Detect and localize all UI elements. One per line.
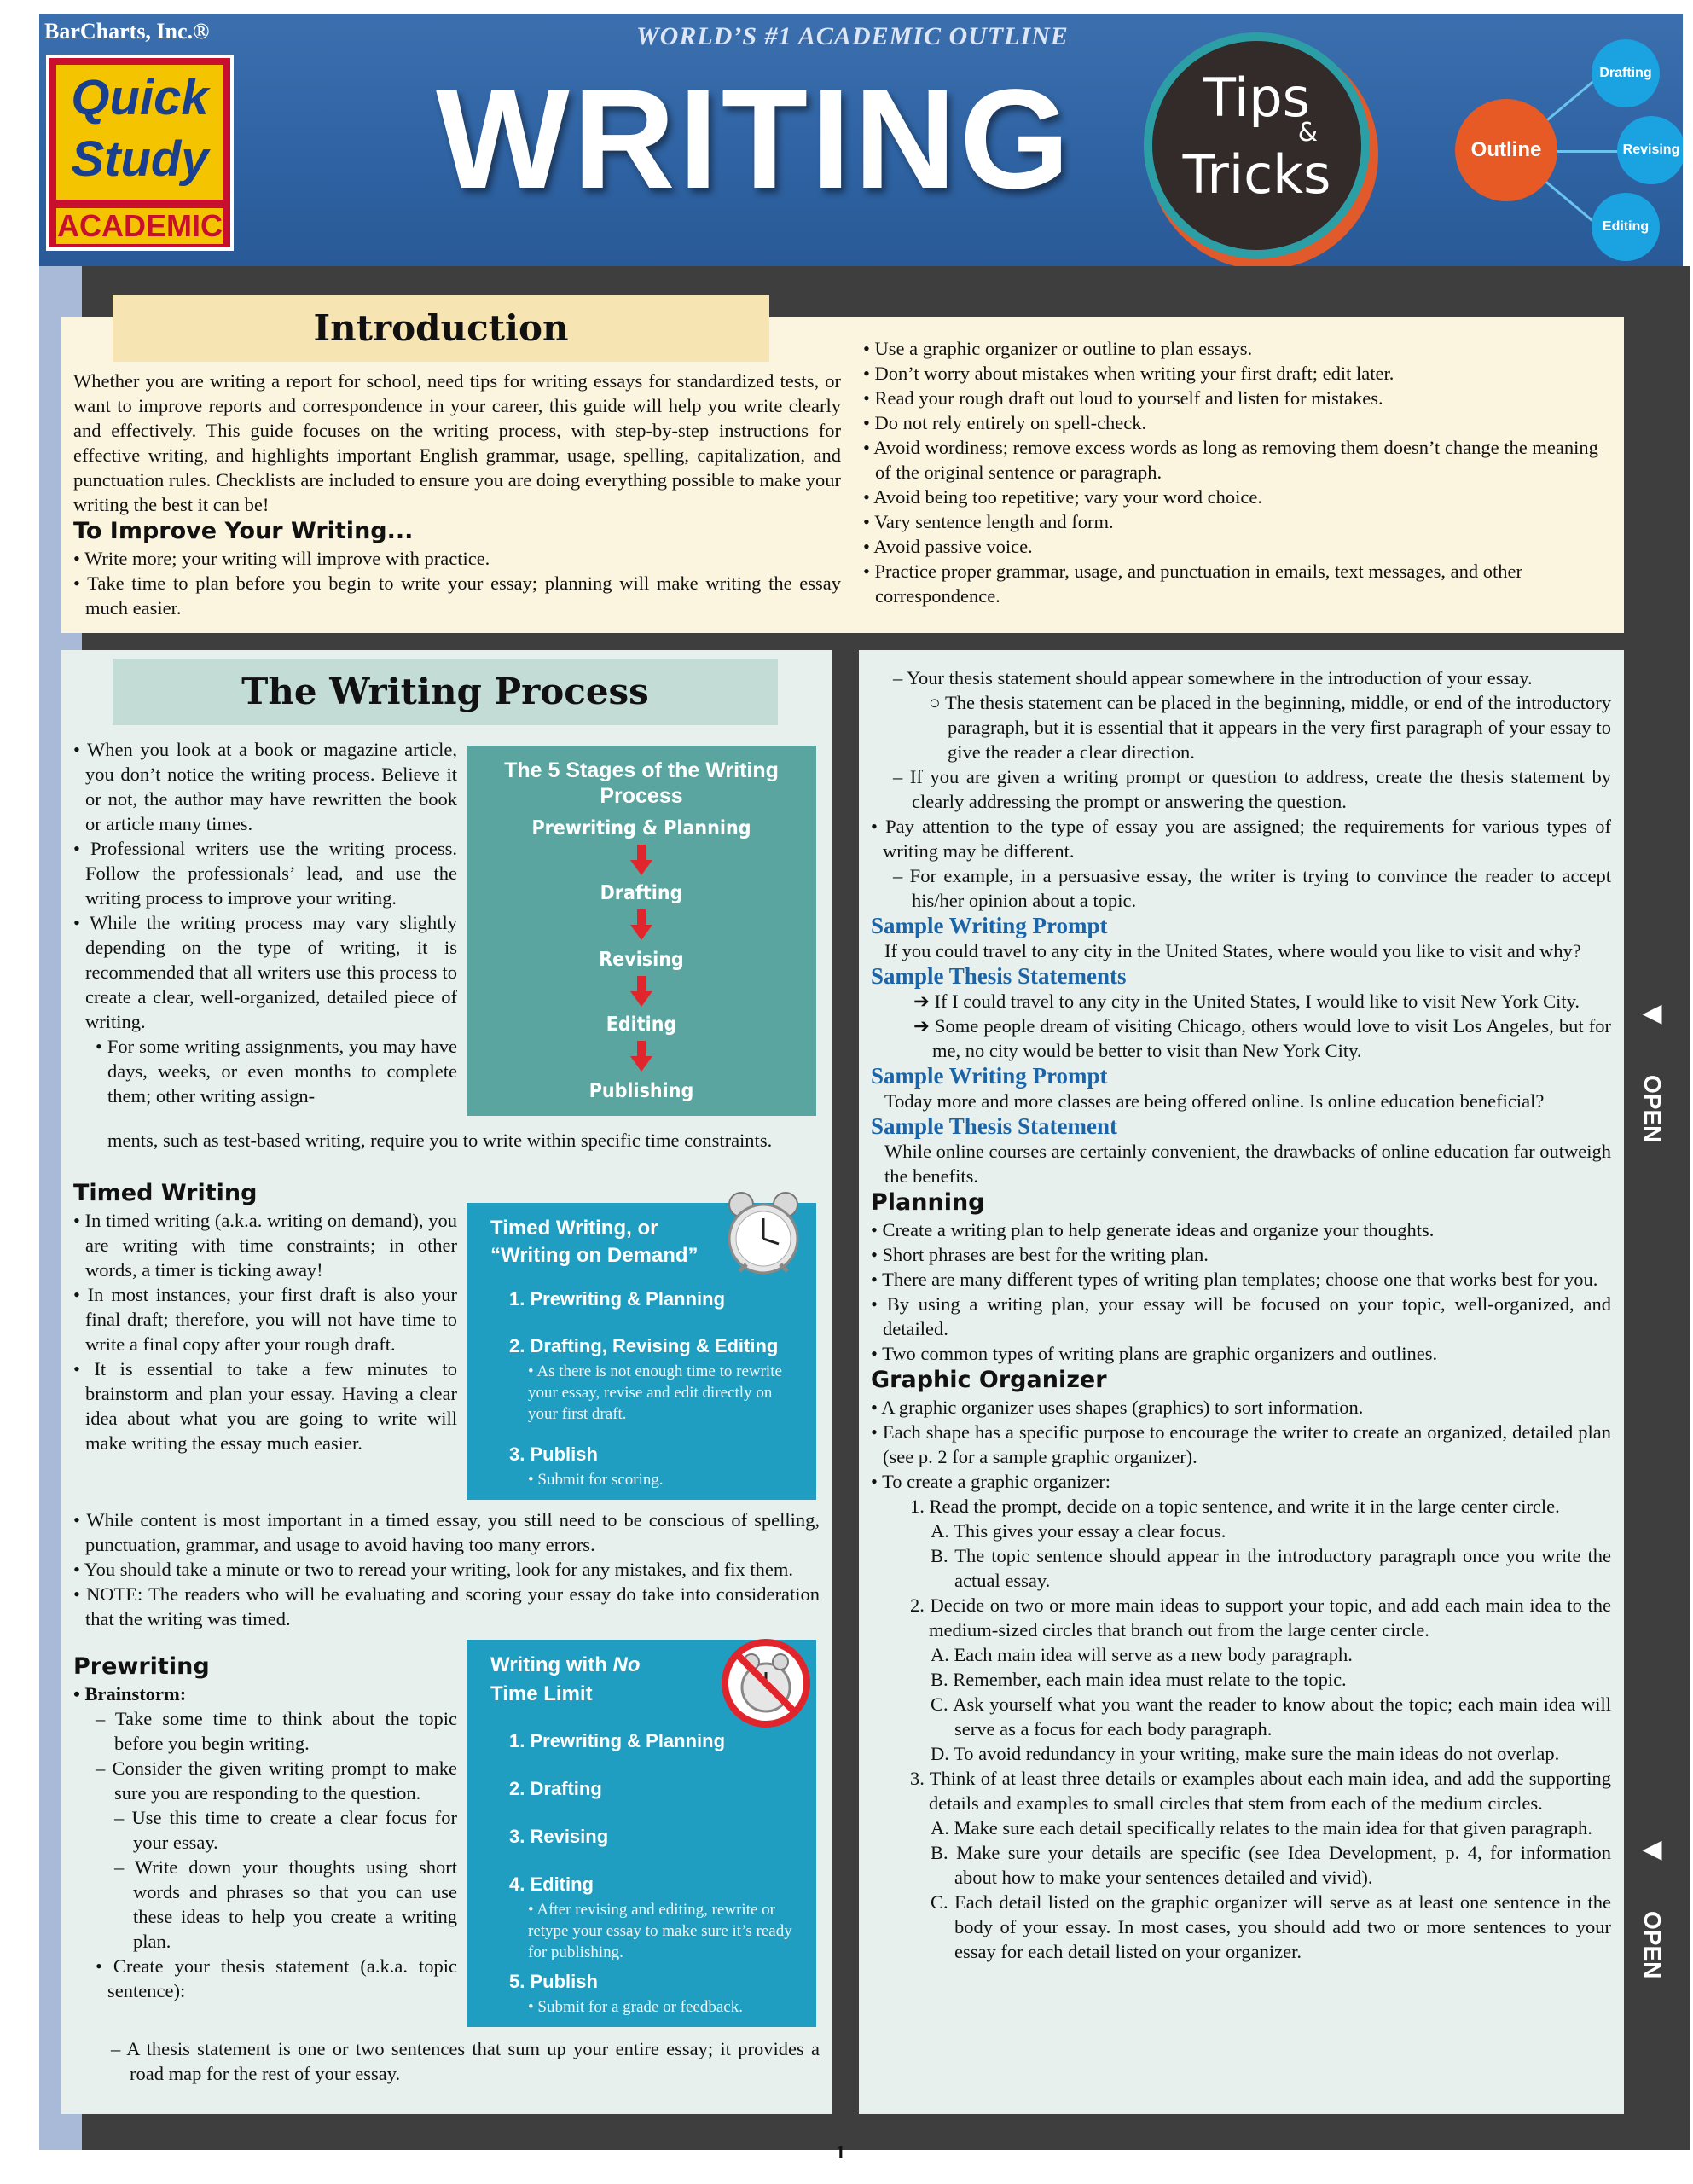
sample-prompt: Today more and more classes are being offered online. Is online education beneficial? bbox=[884, 1090, 1545, 1112]
graphic-organizer-bullet: • A graphic organizer uses shapes (graphics) to sort information. bbox=[871, 1397, 1364, 1418]
sample-thesis: ➔ If I could travel to any city in the United States, I would like to visit New York City. bbox=[913, 990, 1580, 1012]
improve-heading: To Improve Your Writing... bbox=[73, 518, 414, 544]
graphic-organizer-bullet: • To create a graphic organizer: bbox=[871, 1471, 1110, 1492]
page-title: WRITING bbox=[436, 61, 1074, 218]
tips-tricks-badge bbox=[1144, 32, 1370, 258]
timed-writing-box bbox=[467, 1203, 816, 1500]
writing-process-section bbox=[61, 650, 832, 2114]
publisher-name: BarCharts, Inc.® bbox=[44, 19, 210, 44]
prewriting-sub-dash: – Use this time to create a clear focus for your essay. bbox=[114, 1807, 457, 1853]
header-banner bbox=[39, 14, 1683, 266]
introduction-section bbox=[61, 307, 1624, 633]
stage-step: Prewriting & Planning bbox=[531, 817, 751, 839]
badge-tips: Tips bbox=[1203, 67, 1310, 129]
planning-bullet: • By using a writing plan, your essay will be focused on your topic, well-organized, and detailed. bbox=[871, 1293, 1611, 1339]
open-tab-label: OPEN bbox=[1639, 1075, 1666, 1143]
stage-step: Revising bbox=[599, 949, 684, 971]
intro-bullet: • Use a graphic organizer or outline to plan essays. bbox=[863, 338, 1253, 359]
sample-prompt-heading: Sample Writing Prompt bbox=[871, 1063, 1108, 1089]
organizer-substep: B. Remember, each main idea must relate to the topic. bbox=[931, 1669, 1347, 1690]
thesis-dash: – A thesis statement is one or two sentences that sum up your entire essay; it provides a road map for the rest of your essay. bbox=[111, 2038, 820, 2084]
sample-thesis-heading: Sample Thesis Statement bbox=[871, 1113, 1118, 1139]
no-time-box-step: 5. Publish bbox=[509, 1971, 598, 1992]
timed-writing-heading: Timed Writing bbox=[73, 1180, 258, 1206]
graphic-organizer-heading: Graphic Organizer bbox=[871, 1367, 1107, 1393]
organizer-step: 3. Think of at least three details or examples about each main idea, and add the supporting details and examples to small circles that stem from each of the medium circles. bbox=[910, 1768, 1611, 1814]
essay-type-dash: – For example, in a persuasive essay, the writer is trying to convince the reader to accept his/her opinion about a topic. bbox=[893, 865, 1611, 911]
badge-tricks: Tricks bbox=[1182, 143, 1331, 206]
prewriting-sub-dash: – Write down your thoughts using short words and phrases so that you can use these ideas to help you create a writing plan. bbox=[114, 1856, 457, 1952]
stage-step: Editing bbox=[606, 1014, 677, 1036]
no-time-box-note: • Submit for a grade or feedback. bbox=[528, 1998, 743, 2016]
intro-bullet: • Avoid passive voice. bbox=[863, 536, 1033, 557]
five-stages-box bbox=[467, 746, 816, 1116]
intro-paragraph: Whether you are writing a report for school, need tips for writing essays for standardized tests, or want to improve reports and correspondence in your career, this guide will help you write clearly and effectively. This guide focuses on the writing process, with step-by-step instructions for effective writing, and highlights important English grammar, usage, spelling, capitalization, and punctuation rules. Checklists are included to ensure you are doing everything possible to make your writing the best it can be! bbox=[73, 370, 841, 515]
timed-box-step: 2. Drafting, Revising & Editing bbox=[509, 1335, 779, 1356]
alarm-clock-icon bbox=[722, 1189, 804, 1280]
intro-bullet: • Write more; your writing will improve with practice. bbox=[73, 548, 490, 569]
graphic-organizer-bullet: • Each shape has a specific purpose to encourage the writer to create an organized, detailed plan (see p. 2 for a sample graphic organizer). bbox=[871, 1421, 1611, 1467]
timed-box-note: • As there is not enough time to rewrite your essay, revise and edit directly on your first draft. bbox=[528, 1362, 782, 1423]
organizer-step: 1. Read the prompt, decide on a topic sentence, and write it in the large center circle. bbox=[910, 1496, 1560, 1517]
badge-amp: & bbox=[1297, 118, 1319, 148]
process-bullet: • When you look at a book or magazine article, you don’t notice the writing process. Believe it or not, the author may have rewritten the book or article many times. bbox=[73, 739, 457, 834]
open-tab-arrow-icon: ◀ bbox=[1642, 1835, 1662, 1863]
process-sub-bullet: • For some writing assignments, you may have days, weeks, or even months to complete them; other writing assign- bbox=[96, 1036, 457, 1107]
essay-type-bullet: • Pay attention to the type of essay you are assigned; the requirements for various types of writing may be different. bbox=[871, 816, 1611, 862]
timed-box-note: • Submit for scoring. bbox=[528, 1471, 664, 1489]
process-bullet: • While the writing process may vary slightly depending on the type of writing, it is recommended that all writers use this process to create a clear, well-organized, detailed piece of writing. bbox=[73, 912, 457, 1032]
sample-thesis: While online courses are certainly convenient, the drawbacks of online education far outweigh the benefits. bbox=[884, 1141, 1611, 1187]
prewriting-heading: Prewriting bbox=[73, 1653, 210, 1680]
thesis-note: – If you are given a writing prompt or question to address, create the thesis statement by clearly addressing the prompt or answering the question. bbox=[893, 766, 1611, 812]
planning-bullet: • There are many different types of writing plan templates; choose one that works best for you. bbox=[871, 1269, 1598, 1290]
timed-bullet: • In most instances, your first draft is also your final draft; therefore, you will not have time to write a final copy after your rough draft. bbox=[73, 1284, 457, 1355]
sample-prompt: If you could travel to any city in the United States, where would you like to visit and why? bbox=[884, 940, 1581, 961]
sample-thesis: ➔ Some people dream of visiting Chicago, others would love to visit Los Angeles, but for me, no city would be better to visit than New York City. bbox=[913, 1015, 1611, 1061]
intro-bullet: • Vary sentence length and form. bbox=[863, 511, 1114, 532]
timed-box-step: 3. Publish bbox=[509, 1443, 598, 1465]
no-time-box-step: 2. Drafting bbox=[509, 1778, 602, 1799]
outline-node-revising: Revising bbox=[1617, 116, 1683, 184]
introduction-title: Introduction bbox=[113, 295, 769, 362]
open-tab-arrow-icon: ◀ bbox=[1642, 999, 1662, 1027]
thesis-bullet: • Create your thesis statement (a.k.a. topic sentence): bbox=[96, 1955, 457, 2001]
logo-academic: ACADEMIC bbox=[57, 208, 223, 243]
thesis-note: – Your thesis statement should appear somewhere in the introduction of your essay. bbox=[893, 667, 1533, 688]
page-number: 1 bbox=[836, 2141, 845, 2163]
right-column-section bbox=[859, 650, 1624, 2114]
intro-bullet: • Practice proper grammar, usage, and punctuation in emails, text messages, and other correspondence. bbox=[863, 561, 1522, 607]
quickstudy-logo bbox=[46, 55, 234, 251]
planning-heading: Planning bbox=[871, 1189, 985, 1216]
process-sub-bullet-cont: ments, such as test-based writing, require you to write within specific time constraints. bbox=[107, 1130, 773, 1151]
prewriting-dash: – Consider the given writing prompt to make sure you are responding to the question. bbox=[96, 1757, 457, 1804]
writing-process-title: The Writing Process bbox=[113, 659, 778, 725]
organizer-step: 2. Decide on two or more main ideas to support your topic, and add each main idea to the medium-sized circles that branch out from the large center circle. bbox=[910, 1594, 1611, 1641]
intro-bullet: • Read your rough draft out loud to yourself and listen for mistakes. bbox=[863, 387, 1383, 409]
planning-bullet: • Create a writing plan to help generate ideas and organize your thoughts. bbox=[871, 1219, 1435, 1240]
outline-diagram bbox=[1438, 39, 1683, 266]
timed-bullet: • You should take a minute or two to reread your writing, look for any mistakes, and fix them. bbox=[73, 1559, 793, 1580]
no-time-box-step: 3. Revising bbox=[509, 1826, 609, 1847]
intro-bullet: • Don’t worry about mistakes when writing your first draft; edit later. bbox=[863, 363, 1394, 384]
timed-bullet: • It is essential to take a few minutes to brainstorm and plan your essay. Having a clear idea about what you are going to write will make writing the essay much easier. bbox=[73, 1358, 457, 1454]
open-tab-label: OPEN bbox=[1639, 1911, 1666, 1979]
intro-bullet: • Take time to plan before you begin to write your essay; planning will make writing the essay much easier. bbox=[73, 572, 841, 619]
no-time-box-step: 1. Prewriting & Planning bbox=[509, 1730, 726, 1751]
planning-bullet: • Two common types of writing plans are graphic organizers and outlines. bbox=[871, 1343, 1438, 1364]
no-clock-icon bbox=[719, 1636, 813, 1730]
stage-step: Drafting bbox=[600, 882, 683, 904]
sample-thesis-heading: Sample Thesis Statements bbox=[871, 963, 1127, 989]
logo-quick: Quick bbox=[71, 70, 209, 125]
organizer-substep: C. Each detail listed on the graphic organizer will serve as at least one sentence in the body of your essay. In most cases, you should add two or more sentences to your essay for each detail listed on your organizer. bbox=[931, 1891, 1611, 1962]
organizer-substep: A. Each main idea will serve as a new body paragraph. bbox=[931, 1644, 1353, 1665]
planning-bullet: • Short phrases are best for the writing plan. bbox=[871, 1244, 1209, 1265]
thesis-note: ○ The thesis statement can be placed in the beginning, middle, or end of the introductory paragraph, but it is essential that it appears in the very first paragraph of your essay to give the reader a clear direction. bbox=[929, 692, 1611, 763]
timed-box-title: Timed Writing, or bbox=[490, 1217, 658, 1240]
intro-bullet: • Avoid wordiness; remove excess words as long as removing them doesn’t change the meaning of the original sentence or paragraph. bbox=[863, 437, 1598, 483]
five-stages-title: The 5 Stages of the Writing Process bbox=[504, 758, 779, 808]
down-arrow-icon bbox=[630, 1041, 652, 1072]
outline-node-center: Outline bbox=[1455, 99, 1557, 201]
prewriting-dash: – Take some time to think about the topic before you begin writing. bbox=[96, 1708, 457, 1754]
stage-step: Publishing bbox=[588, 1080, 694, 1102]
no-time-box-note: • After revising and editing, rewrite or retype your essay to make sure it’s ready for publishing. bbox=[528, 1901, 792, 1961]
outline-node-editing: Editing bbox=[1592, 193, 1660, 261]
timed-bullet: • While content is most important in a timed essay, you still need to be conscious of spelling, punctuation, grammar, and usage to avoid having too many errors. bbox=[73, 1509, 820, 1555]
brainstorm-label: • Brainstorm: bbox=[73, 1683, 187, 1705]
logo-study: Study bbox=[71, 131, 209, 187]
down-arrow-icon bbox=[630, 909, 652, 940]
intro-bullet: • Avoid being too repetitive; vary your word choice. bbox=[863, 486, 1262, 508]
no-time-box-step: 4. Editing bbox=[509, 1873, 594, 1895]
organizer-substep: C. Ask yourself what you want the reader to know about the topic; each main idea will serve as a focus for each body paragraph. bbox=[931, 1693, 1611, 1740]
down-arrow-icon bbox=[630, 976, 652, 1007]
no-time-box-title: Time Limit bbox=[490, 1682, 593, 1705]
down-arrow-icon bbox=[630, 845, 652, 875]
organizer-substep: A. This gives your essay a clear focus. bbox=[931, 1520, 1226, 1542]
timed-bullet: • NOTE: The readers who will be evaluating and scoring your essay do take into consideration that the writing was timed. bbox=[73, 1583, 820, 1629]
intro-bullet: • Do not rely entirely on spell-check. bbox=[863, 412, 1147, 433]
sample-prompt-heading: Sample Writing Prompt bbox=[871, 913, 1108, 938]
organizer-substep: A. Make sure each detail specifically relates to the main idea for that given paragraph. bbox=[931, 1817, 1592, 1838]
no-time-box-title: Writing with No bbox=[490, 1653, 641, 1676]
organizer-substep: D. To avoid redundancy in your writing, make sure the main ideas do not overlap. bbox=[931, 1743, 1560, 1764]
tagline: WORLD’S #1 ACADEMIC OUTLINE bbox=[636, 22, 1069, 50]
organizer-substep: B. Make sure your details are specific (see Idea Development, p. 4, for information about how to make your sentences detailed and vivid). bbox=[931, 1842, 1611, 1888]
timed-box-title: “Writing on Demand” bbox=[490, 1244, 699, 1267]
organizer-substep: B. The topic sentence should appear in the introductory paragraph once you write the actual essay. bbox=[931, 1545, 1611, 1591]
process-bullet: • Professional writers use the writing process. Follow the professionals’ lead, and use the writing process to improve your writing. bbox=[73, 838, 457, 909]
outline-node-drafting: Drafting bbox=[1592, 39, 1660, 107]
timed-bullet: • In timed writing (a.k.a. writing on demand), you are writing with time constraints; in other words, a timer is ticking away! bbox=[73, 1210, 457, 1281]
no-time-limit-box bbox=[467, 1640, 816, 2027]
timed-box-step: 1. Prewriting & Planning bbox=[509, 1288, 726, 1310]
